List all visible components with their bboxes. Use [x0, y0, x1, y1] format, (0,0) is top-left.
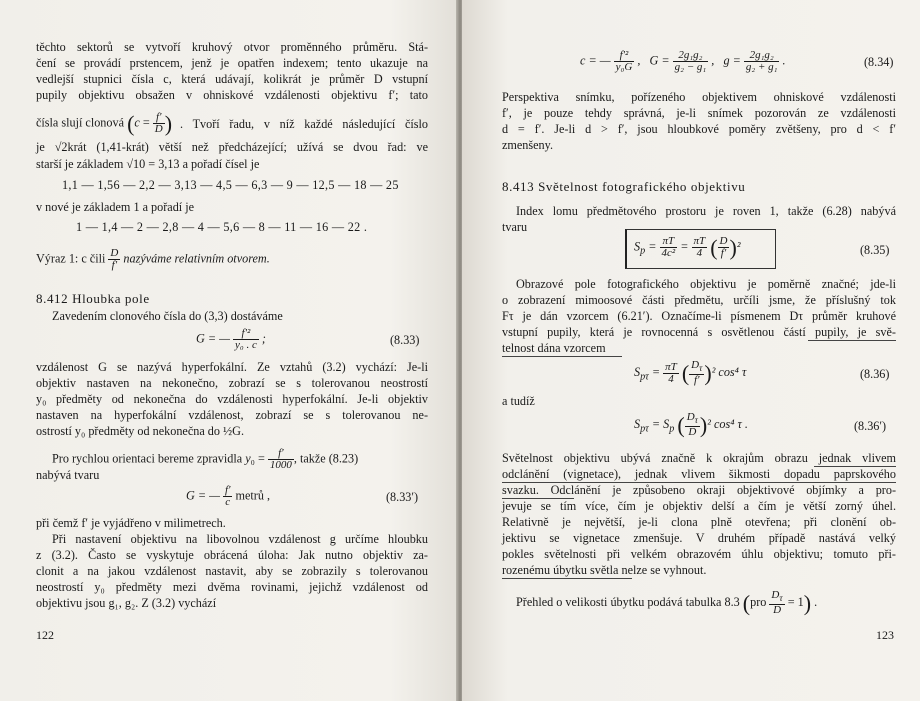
equation: G = — $\frac{f'}{c}$ metrů , [186, 484, 271, 508]
text-line: clonit a na jakou vzdálenost nastavit, aby se zobrazily s tolerovanou [36, 564, 428, 578]
equation-number: (8.35) [860, 243, 890, 257]
text-line: čísla slují clonová (c = $\frac{f'}{D}$ ) [36, 111, 173, 136]
equation: $S_p$ = $\frac{\pi T}{\text{4c²}}$ = $\frac{\pi T}{4}$ ( $\frac{D}{f'}$ )² [634, 235, 741, 260]
number-series: 1 — 1,4 — 2 — 2,8 — 4 — 5,6 — 8 — 11 — 16 — 22 . [76, 220, 368, 234]
left-page [0, 0, 458, 701]
text-line: nabývá tvaru [36, 468, 100, 482]
text-line: vedlejší stupnici čísla c, která udávají, kolikrát je průměr D vstupní [36, 72, 428, 86]
text-line: d = f′. Je-li d > f′, jsou hloubkové poměry zvětšeny, pro d < f′ [502, 122, 896, 136]
text-line: vzdálenost G se nazývá hyperfokální. Ze vztahů (3.2) vychází: Je-li [36, 360, 428, 374]
text-line: odclánění (vignetace), jednak vlivem šikmosti dopadu paprskového [502, 467, 896, 481]
text-line: Relativně je největší, je-li clona plně otevřena; při clonění ob- [502, 515, 896, 529]
text-line: a tudíž [502, 394, 535, 408]
text-line: Při nastavení objektivu na libovolnou vzdálenost g určíme hloubku [52, 532, 428, 546]
pencil-underline [808, 340, 896, 341]
text-fragment: metrů , [235, 488, 271, 503]
text-line: pupily objektivu obsažen v ohniskové vzdálenosti objektivu f′; tato [36, 88, 428, 102]
text-fragment: nazýváme relativním otvorem. [123, 251, 270, 266]
equation-number: (8.36) [860, 367, 890, 381]
equation-number: (8.33′) [386, 490, 419, 504]
equation: c = — $\frac{\text{f′²}}{\text{y₀G}}$ , G = $\frac{\text{2g₁g₂}}{\text{g₂ − g₁}}$ , g = $\frac{\text{2g₁g₂}}{\text{g₂ + g₁}}$ . [580, 49, 786, 73]
equation-number: (8.36′) [854, 419, 887, 433]
pencil-underline [502, 482, 896, 483]
text-line: zmenšeny. [502, 138, 553, 152]
text-line: nastaven na hyperfokální vzdálenost, zobrazí se s tolerovanou ne- [36, 408, 428, 422]
text-line: Index lomu předmětového prostoru je roven 1, takže (6.28) nabývá [516, 204, 896, 218]
text-line: objektiv nastaven na nekonečno, zobrazí se s tolerovanou neostrostí [36, 376, 428, 390]
text-line: v nové je základem 1 a pořadí je [36, 200, 195, 214]
equation: $S_{p\tau}$ = $\frac{\pi T}{4}$ ( $\frac{D_\tau}{f'}$ )² cos⁴ τ [634, 359, 747, 387]
section-heading: 8.412 Hloubka pole [36, 291, 150, 306]
text-fragment: , takže (8.23) [293, 451, 359, 466]
pencil-underline [502, 356, 622, 357]
text-line: Výraz 1: c čili $\frac{D}{f'}$ nazýváme relativním otvorem. [36, 247, 270, 271]
text-line: pokles světelnosti při velkém obrazovém úhlu objektivu; tomuto při- [502, 547, 896, 561]
text-line: svazku. Odclánění je způsobeno okraji objektivové objímky a pro- [502, 483, 896, 497]
text-line: ostrostí y₀ předměty od nekonečna do ½G. [36, 424, 245, 438]
text-line: Perspektiva snímku, pořízeného objektivem ohniskové vzdálenosti [502, 90, 896, 104]
text-fragment: čísla slují clonová [36, 115, 125, 130]
text-fragment: Pro rychlou orientaci bereme zpravidla [52, 451, 243, 466]
equation: G = — $\frac{\text{f′²}}{\text{y₀ . c}}$ ; [196, 327, 266, 351]
text-line: Přehled o velikosti úbytku podává tabulka 8.3 (pro $\frac{D_\tau}{D}$ = 1) . [516, 589, 818, 617]
text-fragment: Výraz 1: c čili [36, 251, 106, 266]
text-line: jektivu se vignetace zmenšuje. V druhém případě nastává velký [502, 531, 896, 545]
pencil-underline [502, 498, 574, 499]
equation-number: (8.34) [864, 55, 894, 69]
text-line: objektivu jsou g₁, g₂. Z (3.2) vychází [36, 596, 217, 610]
right-page [462, 0, 920, 701]
section-heading: 8.413 Světelnost fotografického objektivu [502, 179, 746, 194]
text-line: jevuje se tím více, čím je objektiv delší a čím je větší zorný úhel. [502, 499, 896, 513]
text-line: f′, je pouze tehdy správná, je-li snímek pozorován ze vzdálenosti [502, 106, 896, 120]
page-number: 123 [876, 628, 894, 642]
text-line: z (3.2). Často se vyskytuje obrácená úloha: Jak nutno objektiv za- [36, 548, 428, 562]
equation: $S_{p\tau} = S_p$ ( $\frac{D_\tau}{D}$ )² cos⁴ τ . [634, 411, 748, 439]
text-line: Pro rychlou orientaci bereme zpravidla y₀ = $\frac{f'}{1000}$ , takže (8.23) [52, 447, 359, 471]
pencil-underline [814, 466, 896, 467]
text-line: o zobrazení mimoosové části předmětu, určíli jsme, že příslušný tok [502, 293, 896, 307]
text-line: rozenému úbytku světla nelze se vyhnout. [502, 563, 707, 577]
pencil-underline [502, 578, 632, 579]
text-line: neostrostí y₀ předměty mezi dvěma rovinami, jejichž vzdálenost od [36, 580, 428, 594]
text-line: vstupní pupily, která je rovnocenná s osvětlenou částí pupily, je svě- [502, 325, 896, 339]
text-line: Obrazové pole fotografického objektivu je poměrně značné; jde-li [516, 277, 896, 291]
equation-number: (8.33) [390, 333, 420, 347]
text-line: Zavedením clonového čísla do (3,3) dostáváme [52, 309, 283, 323]
text-line: y₀ předměty od nekonečna do vzdálenosti hyperfokální. Je-li objektiv [36, 392, 428, 406]
text-fragment: Přehled o velikosti úbytku podává tabulka 8.3 [516, 594, 740, 609]
text-line: při čemž f′ je vyjádřeno v milimetrech. [36, 516, 226, 530]
text-line: . Tvoří řadu, v níž každé následující číslo [180, 117, 428, 131]
text-line: Světelnost objektivu ubývá značně k okrajům obrazu jednak vlivem [502, 451, 896, 465]
text-line: je √2krát (1,41-krát) větší než předcházející; užívá se dvou řad: ve [36, 140, 428, 154]
page-number: 122 [36, 628, 54, 642]
text-line: Fτ je dán vzorcem (6.21′). Označíme-li písmenem Dτ průměr kruhové [502, 309, 896, 323]
text-line: těchto sektorů se vytvoří kruhový otvor proměnného průměru. Stá- [36, 40, 428, 54]
text-line: telnost dána vzorcem [502, 341, 606, 355]
number-series: 1,1 — 1,56 — 2,2 — 3,13 — 4,5 — 6,3 — 9 — 12,5 — 18 — 25 [62, 178, 399, 192]
text-line: starší je základem √10 = 3,13 a pořadí čísel je [36, 157, 260, 171]
text-line: tvaru [502, 220, 528, 234]
text-line: čení se provádí prstencem, jenž je opatřen indexem; tento ukazuje na [36, 56, 428, 70]
